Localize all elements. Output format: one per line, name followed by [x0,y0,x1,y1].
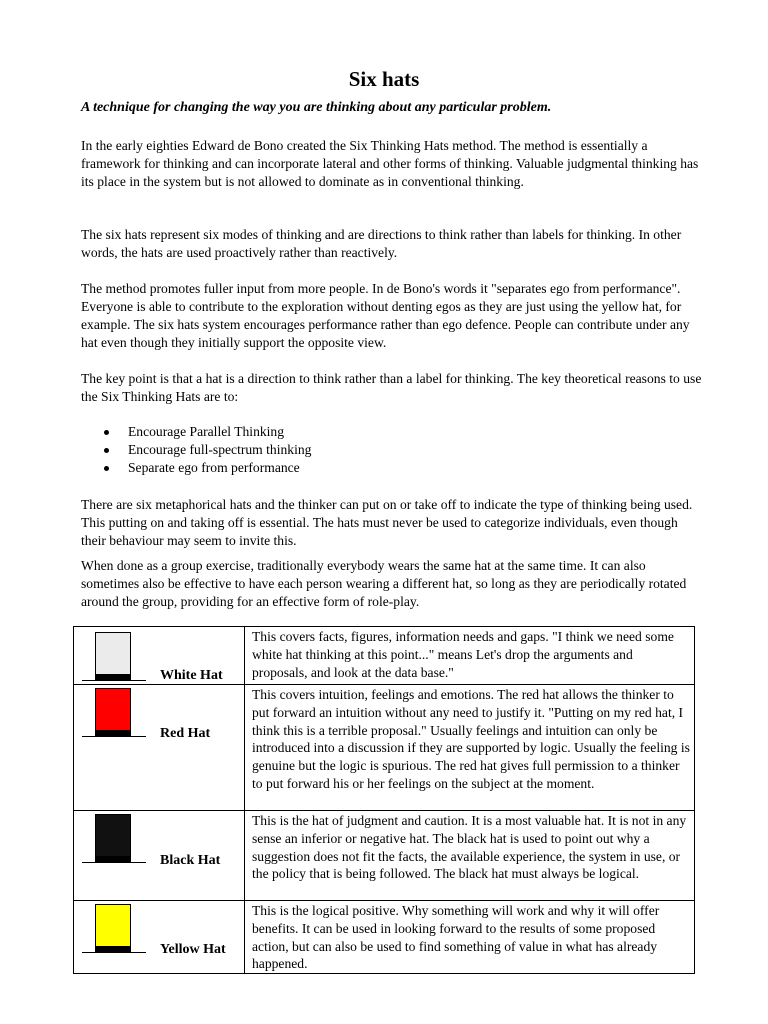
paragraph-group: When done as a group exercise, traditionally everybody wears the same hat at the same time. It can also sometimes also be effective to have each person wearing a different hat, so long as they are periodically rotated around the group, providing for an effective form of role-play. [81,558,687,609]
table-row [74,811,695,901]
list-item: Separate ego from performance [81,459,701,477]
hat-crown [95,632,131,678]
reasons-list [81,423,701,477]
hat-crown [95,814,131,860]
hat-cell [74,901,245,974]
hat-brim [82,862,146,863]
bullet-icon [104,430,109,435]
hat-cell [74,685,245,811]
hat-name: Black Hat [160,853,221,868]
hat-description: This covers facts, figures, information needs and gaps. "I think we need some white hat thinking at this point..." means Let's drop the arguments and proposals, and look at the data base." [245,627,695,685]
paragraph-metaphorical: There are six metaphorical hats and the thinker can put on or take off to indicate the type of thinking being used. This putting on and taking off is essential. The hats must never be used to categorize individuals, even though their behaviour may seem to invite this. [81,497,693,548]
bullet-icon [104,466,109,471]
paragraph-method: The method promotes fuller input from more people. In de Bono's words it "separates ego from performance". Everyone is able to contribute to the exploration without denting egos as they are just using the yellow hat, for example. The six hats system encourages performance rather than ego defence. People can contribute under any hat even though they initially support the opposite view. [81,281,690,350]
list-item: Encourage Parallel Thinking [81,423,701,441]
paragraph-key-point: The key point is that a hat is a direction to think rather than a label for thinking. The key theoretical reasons to use the Six Thinking Hats are to: [81,371,702,404]
hat-cell [74,627,245,685]
table-row [74,901,695,974]
hat-name: White Hat [160,668,223,683]
white-hat-icon [82,632,138,682]
hat-name: Yellow Hat [160,942,226,957]
hat-description: This is the hat of judgment and caution. It is a most valuable hat. It is not in any sense an inferior or negative hat. The black hat is used to point out why a suggestion does not fit the facts, the available experience, the system in use, or the policy that is being followed. The black hat must always be logical. [245,811,695,901]
bullet-icon [104,448,109,453]
hat-crown [95,904,131,950]
hat-description: This covers intuition, feelings and emotions. The red hat allows the thinker to put forward an intuition without any need to justify it. "Putting on my red hat, I think this is a terrible proposal." Usually feelings and intuition can only be introduced into a discussion if they are supported by logic. Usually the feeling is genuine but the logic is spurious. The red hat gives full permission to a thinker to put forward his or her feelings on the subject at the moment. [245,685,695,811]
hat-brim [82,952,146,953]
hat-cell [74,811,245,901]
hat-brim [82,736,146,737]
hat-description: This is the logical positive. Why something will work and why it will offer benefits. It can be used in looking forward to the results of some proposed action, but can also be used to find something of value in what has already happened. [245,901,695,974]
red-hat-icon [82,688,138,738]
table-row [74,685,695,811]
hat-brim [82,680,146,681]
paragraph-modes: The six hats represent six modes of thinking and are directions to think rather than labels for thinking. In other words, the hats are used proactively rather than reactively. [81,227,682,260]
black-hat-icon [82,814,138,864]
yellow-hat-icon [82,904,138,954]
list-item: Encourage full-spectrum thinking [81,441,701,459]
paragraph-intro: In the early eighties Edward de Bono created the Six Thinking Hats method. The method is essentially a framework for thinking and can incorporate lateral and other forms of thinking. Valuable judgmental thinking has its place in the system but is not allowed to dominate as in conventional thinking. [81,138,699,189]
hats-table [73,626,695,974]
table-row [74,627,695,685]
page-subtitle: A technique for changing the way you are thinking about any particular problem. [81,100,552,115]
hat-crown [95,688,131,734]
page-title: Six hats [348,67,420,91]
hat-name: Red Hat [160,726,211,741]
